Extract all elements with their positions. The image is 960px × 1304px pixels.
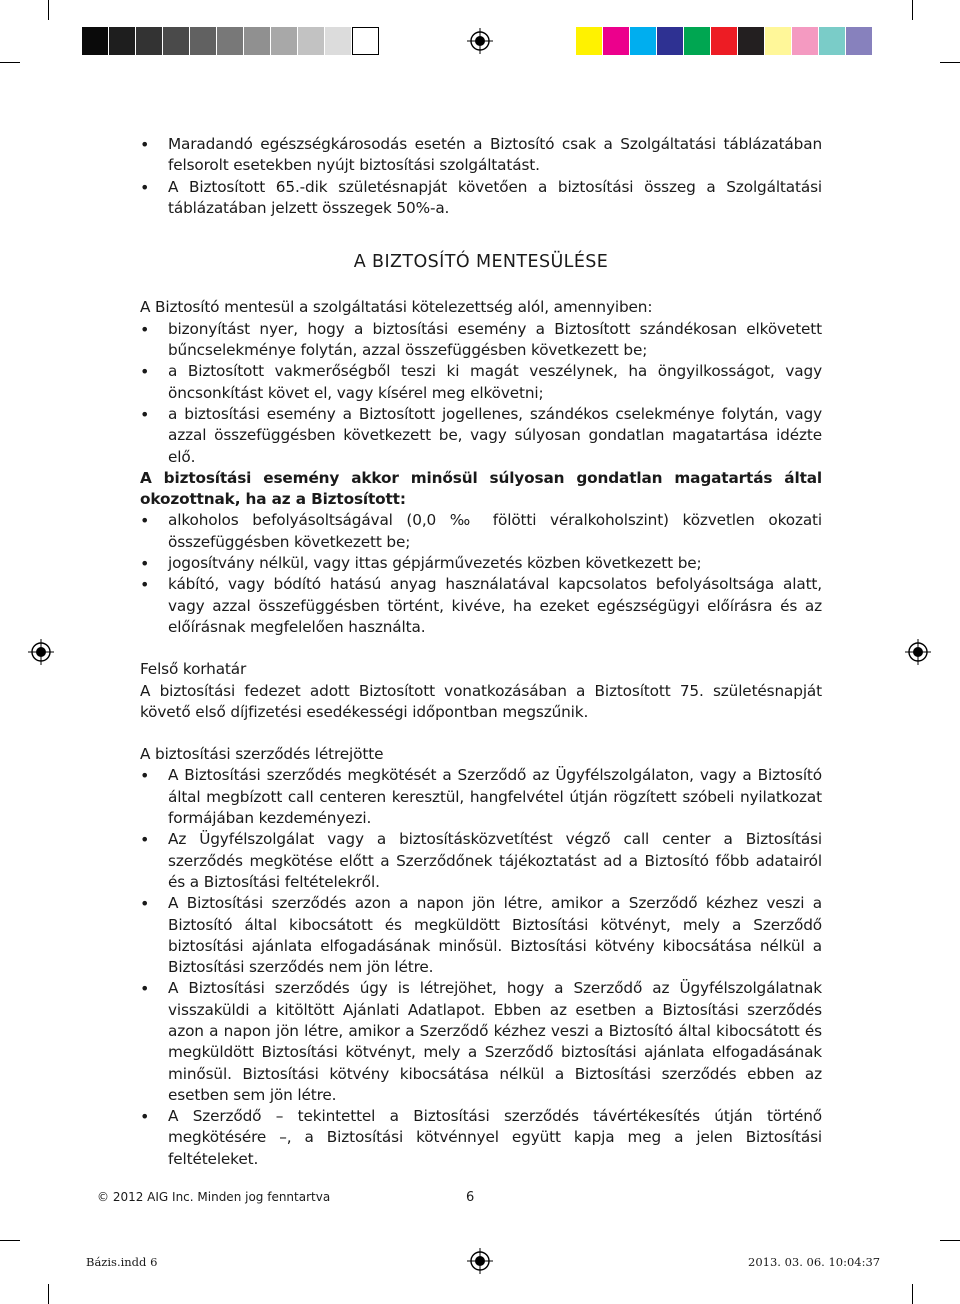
color-swatch <box>711 27 738 55</box>
registration-mark-icon <box>467 28 493 54</box>
list-item: • A Szerződő – tekintettel a Biztosítási szerződés távértékesítés útján történő megkötésére –, a Biztosítási kötvénnyel együtt kapja meg a jelen Biztosítási feltételeket. <box>140 1106 822 1170</box>
document-body <box>140 134 822 1170</box>
list-item: • Az Ügyfélszolgálat vagy a biztosításközvetítést végző call center a Biztosítási szerződés megkötése előtt a Szerződőnek tájékoztatást ad a Biztosító főbb adatairól és a Biztosítási feltételekről. <box>140 829 822 893</box>
crop-mark <box>912 1284 913 1304</box>
copyright: © 2012 AIG Inc. Minden jog fenntartva <box>97 1190 331 1204</box>
registration-mark-icon <box>28 639 54 665</box>
list-item: • kábító, vagy bódító hatású anyag használatával kapcsolatos befolyásoltsága alatt, vagy azzal összefüggésben történt, kivéve, ha ezeket egészségügyi előírásra és az előírásnak megfelelően használta. <box>140 574 822 638</box>
exemption-list <box>140 319 822 468</box>
color-swatch <box>630 27 657 55</box>
color-swatch <box>738 27 765 55</box>
paragraph: A biztosítási fedezet adott Biztosított vonatkozásában a Biztosított 75. születésnapját követő első díjfizetési esedékességi időpontban megszűnik. <box>140 681 822 721</box>
cmyk-color-bar <box>576 27 873 55</box>
color-swatch <box>190 27 217 55</box>
color-swatch <box>792 27 819 55</box>
color-swatch <box>603 27 630 55</box>
list-item: • a Biztosított vakmerőségből teszi ki magát veszélynek, ha öngyilkosságot, vagy öncsonkítást követ el, vagy kísérel meg elkövetni; <box>140 361 822 404</box>
grayscale-color-bar <box>82 27 379 55</box>
color-swatch <box>325 27 352 55</box>
list-item: • alkoholos befolyásoltságával (0,0 ‰ fölötti véralkoholszint) közvetlen okozati összefüggésben következett be; <box>140 510 822 553</box>
section-heading: Felső korhatár <box>140 660 247 679</box>
crop-mark <box>0 62 20 63</box>
section-intro: A Biztosító mentesül a szolgáltatási kötelezettség alól, amennyiben: <box>140 298 653 317</box>
crop-mark <box>940 1240 960 1241</box>
color-swatch <box>657 27 684 55</box>
crop-mark <box>0 1240 20 1241</box>
bold-intro: A biztosítási esemény akkor minősül súlyosan gondatlan magatartás által okozottnak, ha az a Biztosított: <box>140 468 822 509</box>
crop-mark <box>940 62 960 63</box>
color-swatch <box>244 27 271 55</box>
top-bullet-list <box>140 134 822 219</box>
registration-mark-icon <box>905 639 931 665</box>
slug-timestamp: 2013. 03. 06. 10:04:37 <box>748 1255 881 1269</box>
color-swatch <box>352 27 379 55</box>
color-swatch <box>298 27 325 55</box>
list-item: • bizonyítást nyer, hogy a biztosítási esemény a Biztosított szándékosan elkövetett bűncselekménye folytán, azzal összefüggésben következett be; <box>140 319 822 362</box>
crop-mark <box>48 0 49 20</box>
color-swatch <box>765 27 792 55</box>
contract-list <box>140 765 822 1170</box>
registration-mark-icon <box>467 1248 493 1274</box>
color-swatch <box>163 27 190 55</box>
color-swatch <box>217 27 244 55</box>
color-swatch <box>684 27 711 55</box>
list-item: • A Biztosítási szerződés azon a napon jön létre, amikor a Szerződő kézhez veszi a Biztosító által kibocsátott és megküldött Biztosítási kötvényt, mely a Szerződő biztosítási ajánlata elfogadásának minősül. Biztosítási kötvény kibocsátása nélkül a Biztosítási szerződés nem jön létre. <box>140 893 822 978</box>
section-title: A BIZTOSÍTÓ MENTESÜLÉSE <box>353 252 609 273</box>
slug-filename: Bázis.indd 6 <box>86 1255 158 1269</box>
crop-mark <box>48 1284 49 1304</box>
section-heading: A biztosítási szerződés létrejötte <box>140 745 384 764</box>
list-item: • jogosítvány nélkül, vagy ittas gépjárművezetés közben következett be; <box>140 553 822 574</box>
list-item: • A Biztosított 65.-dik születésnapját követően a biztosítási összeg a Szolgáltatási táblázatában jelzett összegek 50%-a. <box>140 177 822 220</box>
list-item: • Maradandó egészségkárosodás esetén a Biztosító csak a Szolgáltatási táblázatában felsorolt esetekben nyújt biztosítási szolgáltatást. <box>140 134 822 177</box>
color-swatch <box>109 27 136 55</box>
list-item: • A Biztosítási szerződés megkötését a Szerződő az Ügyfélszolgálaton, vagy a Biztosító által megbízott call centeren keresztül, hangfelvétel útján rögzített szóbeli nyilatkozat formájában kezdeményezi. <box>140 765 822 829</box>
list-item: • A Biztosítási szerződés úgy is létrejöhet, hogy a Szerződő az Ügyfélszolgálatnak visszaküldi a kitöltött Ajánlati Adatlapot. Ebben az esetben a Biztosítási szerződés azon a napon jön létre, amikor a Szerződő kézhez veszi a Biztosító által kibocsátott és megküldött Biztosítási kötvényt, mely a Szerződő biztosítási ajánlata elfogadásának minősül. Biztosítási kötvény kibocsátása nélkül a Biztosítási szerződés ebben az esetben sem jön létre. <box>140 978 822 1106</box>
color-swatch <box>82 27 109 55</box>
crop-mark <box>912 0 913 20</box>
color-swatch <box>576 27 603 55</box>
negligence-list <box>140 510 822 638</box>
color-swatch <box>136 27 163 55</box>
list-item: • a biztosítási esemény a Biztosított jogellenes, szándékos cselekménye folytán, vagy azzal összefüggésben következett be, vagy súlyosan gondatlan magatartása idézte elő. <box>140 404 822 468</box>
color-swatch <box>846 27 873 55</box>
color-swatch <box>819 27 846 55</box>
color-swatch <box>271 27 298 55</box>
page-number: 6 <box>466 1190 475 1205</box>
